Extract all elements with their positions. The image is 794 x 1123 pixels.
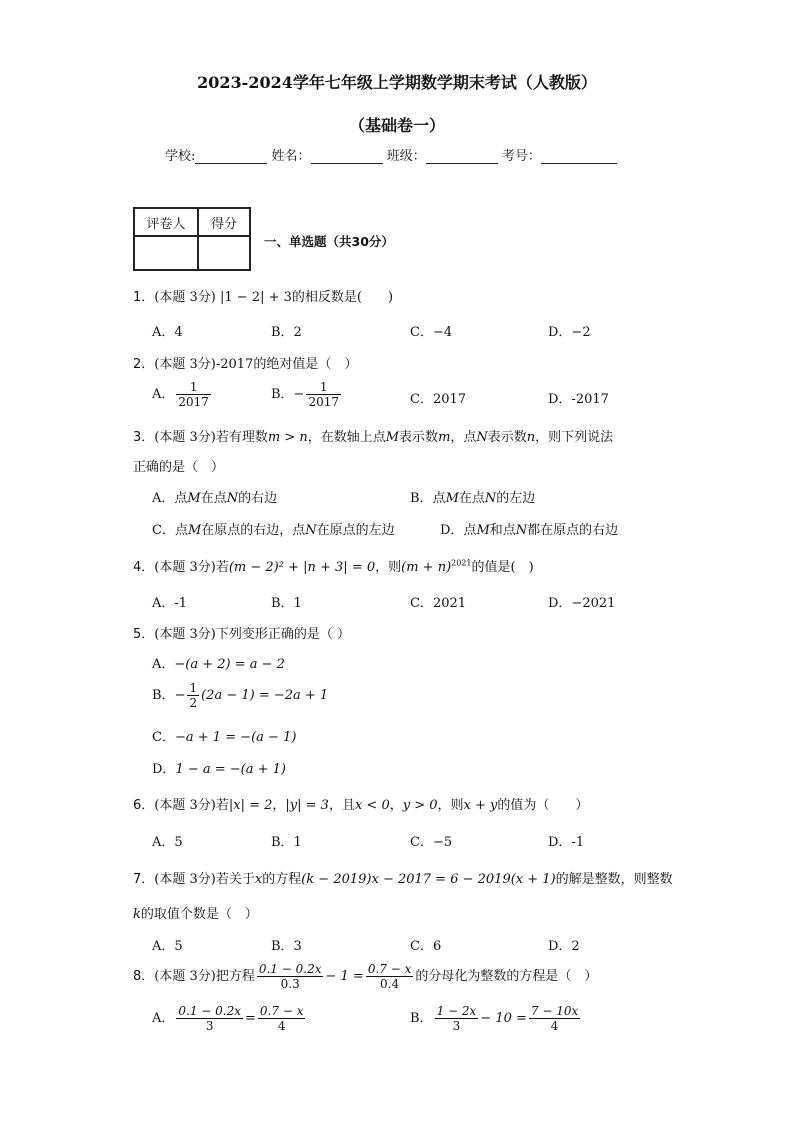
q4-option-c[interactable]: C．2021 xyxy=(410,596,467,611)
q1-option-b[interactable]: B．2 xyxy=(271,325,302,340)
exam-title: 2023-2024学年七年级上学期数学期末考试（人教版） xyxy=(197,73,597,92)
name-label: 姓名： xyxy=(271,149,311,164)
score-header: 得分 xyxy=(198,208,250,236)
q3-option-b[interactable]: B．点M在点N的左边 xyxy=(410,491,536,506)
class-label: 班级： xyxy=(386,149,426,164)
question-3-line2: 正确的是（ ） xyxy=(133,460,225,475)
name-blank[interactable] xyxy=(311,149,383,164)
class-blank[interactable] xyxy=(426,149,498,164)
q5-option-b[interactable]: B．− $\frac{1}{2}$ (2a − 1) = −2a + 1 xyxy=(152,681,329,710)
q2-option-b[interactable]: B．− $\frac{1}{2017}$ xyxy=(271,380,339,409)
question-5: 5．(本题 3分)下列变形正确的是（ ） xyxy=(133,627,350,642)
q6-option-b[interactable]: B．1 xyxy=(271,835,302,850)
q6-option-a[interactable]: A．5 xyxy=(152,835,183,850)
q4-option-d[interactable]: D．−2021 xyxy=(548,596,616,611)
q6-option-d[interactable]: D．-1 xyxy=(548,835,585,850)
grader-table xyxy=(133,207,251,271)
question-6: 6．(本题 3分)若|x| = 2，|y| = 3，且x < 0，y > 0，则x + y的值为（ ） xyxy=(133,798,589,813)
q7-option-a[interactable]: A．5 xyxy=(152,939,183,954)
q5-option-a[interactable]: A．−(a + 2) = a − 2 xyxy=(152,657,285,672)
q7-option-c[interactable]: C．6 xyxy=(410,939,442,954)
school-blank[interactable] xyxy=(195,149,267,164)
q8-option-b[interactable]: B． $\frac{1 - 2x}{3}$ − 10 = $\frac{7 - 10x}{4}$ xyxy=(410,1004,579,1033)
grader-cell[interactable] xyxy=(134,236,198,270)
question-8: 8．(本题 3分)把方程 $\frac{0.1 - 0.2x}{0.3}$ − 1 = $\frac{0.7 - x}{0.4}$ 的分母化为整数的方程是（ ） xyxy=(133,962,598,991)
q4-option-a[interactable]: A．-1 xyxy=(152,596,188,611)
q6-option-c[interactable]: C．−5 xyxy=(410,835,453,850)
q1-option-d[interactable]: D．−2 xyxy=(548,325,591,340)
q2-option-a[interactable]: A． $\frac{1}{2017}$ xyxy=(152,380,209,409)
question-7: 7．(本题 3分)若关于x的方程(k − 2019)x − 2017 = 6 − 2019(x + 1)的解是整数，则整数 xyxy=(133,872,673,887)
q5-option-c[interactable]: C．−a + 1 = −(a − 1) xyxy=(152,730,297,745)
exam-number-blank[interactable] xyxy=(541,149,617,164)
question-3: 3．(本题 3分)若有理数m > n，在数轴上点M表示数m，点N表示数n，则下列说法 xyxy=(133,430,614,445)
q4-option-b[interactable]: B．1 xyxy=(271,596,302,611)
q3-option-a[interactable]: A．点M在点N的右边 xyxy=(152,491,278,506)
question-2: 2．(本题 3分)-2017的绝对值是（ ） xyxy=(133,357,358,372)
q3-option-c[interactable]: C．点M在原点的右边，点N在原点的左边 xyxy=(152,523,395,538)
school-label: 学校: xyxy=(165,149,196,164)
q1-option-a[interactable]: A．4 xyxy=(152,325,183,340)
score-cell[interactable] xyxy=(198,236,250,270)
q8-option-a[interactable]: A． $\frac{0.1 - 0.2x}{3}$ = $\frac{0.7 - x}{4}$ xyxy=(152,1004,304,1033)
question-1: 1．(本题 3分) |1 − 2| + 3的相反数是( ) xyxy=(133,290,394,305)
grader-header: 评卷人 xyxy=(134,208,198,236)
q2-option-c[interactable]: C．2017 xyxy=(410,392,467,407)
question-7-line2: k的取值个数是（ ） xyxy=(133,907,258,922)
student-info xyxy=(165,145,617,164)
section-title: 一、单选题（共30分） xyxy=(264,234,394,249)
q5-option-d[interactable]: D．1 − a = −(a + 1) xyxy=(152,762,286,777)
q7-option-d[interactable]: D．2 xyxy=(548,939,580,954)
q3-option-d[interactable]: D．点M和点N都在原点的右边 xyxy=(440,523,619,538)
question-4: 4．(本题 3分)若(m − 2)² + |n + 3| = 0，则$(m + n)^{2021}$的值是( ) xyxy=(133,558,534,575)
q2-option-d[interactable]: D．-2017 xyxy=(548,392,609,407)
exam-number-label: 考号： xyxy=(501,149,541,164)
q7-option-b[interactable]: B．3 xyxy=(271,939,302,954)
exam-subtitle: （基础卷一） xyxy=(348,116,445,135)
q1-option-c[interactable]: C．−4 xyxy=(410,325,453,340)
